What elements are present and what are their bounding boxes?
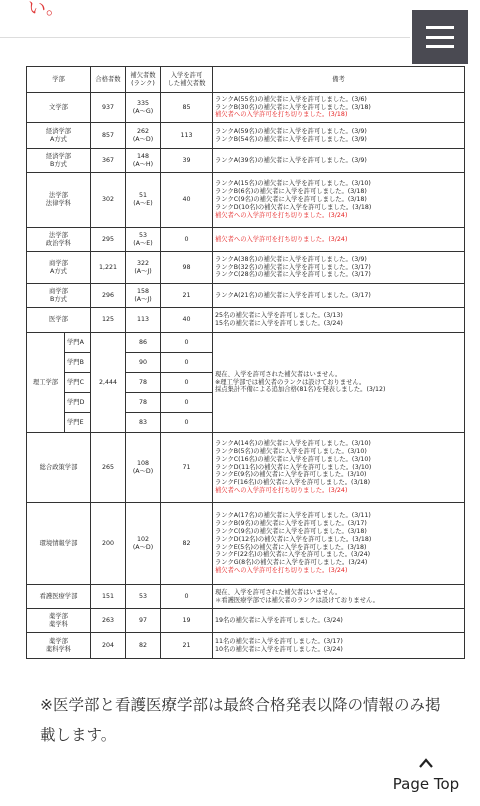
dept-cell: 経済学部 B方式 bbox=[27, 149, 91, 173]
dept-cell: 薬学部 薬科学科 bbox=[27, 633, 91, 659]
waitlist-cell: 148 (A〜H) bbox=[126, 149, 161, 173]
admitted-cell: 40 bbox=[161, 308, 213, 333]
admitted-cell: 82 bbox=[161, 503, 213, 585]
dept-cell: 薬学部 薬学科 bbox=[27, 609, 91, 633]
waitlist-cell: 108 (A〜D) bbox=[126, 433, 161, 503]
admitted-cell: 21 bbox=[161, 284, 213, 308]
admitted-cell: 19 bbox=[161, 609, 213, 633]
note-line: ランクA(38名)の補欠者に入学を許可しました。(3/9) bbox=[215, 255, 367, 263]
menu-button[interactable] bbox=[412, 10, 468, 64]
header-divider bbox=[0, 37, 410, 38]
notes-cell bbox=[213, 585, 465, 609]
notes-cell bbox=[213, 149, 465, 173]
note-line: ランクD(12名)の補欠者に入学を許可しました。(3/18) bbox=[215, 535, 372, 543]
table-row bbox=[27, 308, 465, 333]
closed-note: 補欠者への入学許可を打ち切りました。(3/24) bbox=[215, 567, 348, 575]
dept-cell: 環境情報学部 bbox=[27, 503, 91, 585]
note-line: 11名の補欠者に入学を許可しました。(3/17) bbox=[215, 637, 343, 645]
note-line: ランクA(55名)の補欠者に入学を許可しました。(3/6) bbox=[215, 95, 367, 103]
waitlist-cell: 113 bbox=[126, 308, 161, 333]
sub-dept-cell: 学門C bbox=[65, 373, 91, 393]
admitted-cell: 0 bbox=[161, 333, 213, 353]
closed-note: 補欠者への入学許可を打ち切りました。(3/24) bbox=[215, 235, 348, 243]
waitlist-cell: 78 bbox=[126, 373, 161, 393]
note-line: 19名の補欠者に入学を許可しました。(3/24) bbox=[215, 616, 343, 624]
note-line: ランクA(39名)の補欠者に入学を許可しました。(3/9) bbox=[215, 156, 367, 164]
notes-cell bbox=[213, 93, 465, 123]
table-row bbox=[27, 433, 465, 503]
admitted-cell: 39 bbox=[161, 149, 213, 173]
waitlist-cell: 335 (A〜G) bbox=[126, 93, 161, 123]
note-line: 採点集計不備による追加合格(81名)を発表しました。(3/12) bbox=[215, 386, 386, 394]
note-line: ランクA(17名)の補欠者に入学を許可しました。(3/11) bbox=[215, 512, 371, 520]
passed-cell: 857 bbox=[91, 123, 126, 149]
table-row bbox=[27, 333, 465, 353]
notes-cell bbox=[213, 228, 465, 252]
passed-cell: 1,221 bbox=[91, 252, 126, 284]
note-line: ランクA(21名)の補欠者に入学を許可しました。(3/17) bbox=[215, 291, 371, 299]
admitted-cell: 71 bbox=[161, 433, 213, 503]
waitlist-cell: 97 bbox=[126, 609, 161, 633]
passed-cell: 295 bbox=[91, 228, 126, 252]
note-line: ランクE(9名)の補欠者に入学を許可しました。(3/10) bbox=[215, 471, 367, 479]
notes-cell bbox=[213, 252, 465, 284]
note-line: ※理工学部では補欠者のランクは設けておりません。 bbox=[215, 378, 366, 386]
dept-cell: 看護医療学部 bbox=[27, 585, 91, 609]
note-line: ランクC(28名)の補欠者に入学を許可しました。(3/17) bbox=[215, 271, 371, 279]
closed-note: 補欠者への入学許可を打ち切りました。(3/24) bbox=[215, 211, 348, 219]
dept-cell: 理工学部 bbox=[27, 333, 65, 433]
note-line: 15名の補欠者に入学を許可しました。(3/24) bbox=[215, 320, 343, 327]
dept-cell: 法学部 政治学科 bbox=[27, 228, 91, 252]
sub-dept-cell: 学門A bbox=[65, 333, 91, 353]
note-line: ランクD(11名)の補欠者に入学を許可しました。(3/10) bbox=[215, 463, 372, 471]
closed-note: 補欠者への入学許可を打ち切りました。(3/18) bbox=[215, 111, 348, 119]
note-line: ランクA(59名)の補欠者に入学を許可しました。(3/9) bbox=[215, 127, 367, 135]
waitlist-cell: 102 (A〜D) bbox=[126, 503, 161, 585]
note-line: 現在、入学を許可された補欠者はいません。 bbox=[215, 588, 342, 596]
note-line: ランクF(22名)の補欠者に入学を許可しました。(3/24) bbox=[215, 551, 371, 559]
table-row bbox=[27, 93, 465, 123]
notes-cell bbox=[213, 123, 465, 149]
passed-cell: 125 bbox=[91, 308, 126, 333]
waitlist-cell: 78 bbox=[126, 393, 161, 413]
header-waitlist: 補欠者数 (ランク) bbox=[126, 67, 161, 93]
footer-note: ※医学部と看護医療学部は最終合格発表以降の情報のみ掲載します。 bbox=[40, 696, 441, 744]
table-row bbox=[27, 252, 465, 284]
passed-cell: 200 bbox=[91, 503, 126, 585]
table-row bbox=[27, 284, 465, 308]
waitlist-cell: 158 (A〜J) bbox=[126, 284, 161, 308]
note-line: ランクB(6名)の補欠者に入学を許可しました。(3/18) bbox=[215, 188, 367, 196]
dept-cell: 経済学部 A方式 bbox=[27, 123, 91, 149]
notes-cell bbox=[213, 173, 465, 228]
waitlist-cell: 53 (A〜E) bbox=[126, 228, 161, 252]
hamburger-menu-icon bbox=[426, 26, 454, 48]
results-table-wrapper bbox=[26, 66, 464, 659]
note-line: ランクC(16名)の補欠者に入学を許可しました。(3/10) bbox=[215, 455, 371, 463]
note-line: ＊看護医療学部では補欠者のランクは設けておりません。 bbox=[215, 596, 379, 604]
note-line: 25名の補欠者に入学を許可しました。(3/13) bbox=[215, 312, 343, 320]
admitted-cell: 0 bbox=[161, 228, 213, 252]
notes-cell bbox=[213, 333, 465, 433]
chevron-up-icon bbox=[384, 755, 468, 771]
note-line: ランクE(5名)の補欠者に入学を許可しました。(3/18) bbox=[215, 543, 367, 551]
waitlist-cell: 262 (A〜D) bbox=[126, 123, 161, 149]
waitlist-cell: 51 (A〜E) bbox=[126, 173, 161, 228]
header-admitted: 入学を許可 した補欠者数 bbox=[161, 67, 213, 93]
notes-cell bbox=[213, 633, 465, 659]
passed-cell: 937 bbox=[91, 93, 126, 123]
note-line: ランクF(16名)の補欠者に入学を許可しました。(3/18) bbox=[215, 479, 371, 487]
table-row bbox=[27, 609, 465, 633]
admitted-cell: 0 bbox=[161, 393, 213, 413]
note-line: 10名の補欠者に入学を許可しました。(3/24) bbox=[215, 645, 343, 653]
sub-dept-cell: 学門E bbox=[65, 413, 91, 433]
table-row bbox=[27, 503, 465, 585]
note-line: ランクA(14名)の補欠者に入学を許可しました。(3/10) bbox=[215, 439, 371, 447]
table-row bbox=[27, 633, 465, 659]
admitted-cell: 0 bbox=[161, 413, 213, 433]
results-table bbox=[26, 66, 465, 659]
notes-cell bbox=[213, 503, 465, 585]
note-line: ランクB(5名)の補欠者に入学を許可しました。(3/10) bbox=[215, 447, 367, 455]
note-line: 現在、入学を許可された補欠者はいません。 bbox=[215, 370, 342, 378]
dept-cell: 医学部 bbox=[27, 308, 91, 333]
note-line: ランクG(8名)の補欠者に入学を許可しました。(3/24) bbox=[215, 559, 368, 567]
waitlist-cell: 82 bbox=[126, 633, 161, 659]
sub-dept-cell: 学門D bbox=[65, 393, 91, 413]
admitted-cell: 0 bbox=[161, 373, 213, 393]
passed-cell: 296 bbox=[91, 284, 126, 308]
table-row bbox=[27, 228, 465, 252]
dept-cell: 商学部 B方式 bbox=[27, 284, 91, 308]
passed-cell: 151 bbox=[91, 585, 126, 609]
table-row bbox=[27, 585, 465, 609]
passed-cell: 204 bbox=[91, 633, 126, 659]
note-line: ランクB(32名)の補欠者に入学を許可しました。(3/17) bbox=[215, 263, 371, 271]
notes-cell bbox=[213, 284, 465, 308]
passed-cell: 265 bbox=[91, 433, 126, 503]
admitted-cell: 21 bbox=[161, 633, 213, 659]
admitted-cell: 0 bbox=[161, 353, 213, 373]
admitted-cell: 85 bbox=[161, 93, 213, 123]
dept-cell: 総合政策学部 bbox=[27, 433, 91, 503]
waitlist-cell: 83 bbox=[126, 413, 161, 433]
page-top-button[interactable] bbox=[384, 755, 468, 793]
note-line: ランクB(30名)の補欠者に入学を許可しました。(3/18) bbox=[215, 103, 371, 111]
dept-cell: 文学部 bbox=[27, 93, 91, 123]
passed-cell: 367 bbox=[91, 149, 126, 173]
passed-cell: 263 bbox=[91, 609, 126, 633]
table-row bbox=[27, 149, 465, 173]
note-line: ランクD(10名)の補欠者に入学を許可しました。(3/18) bbox=[215, 203, 372, 211]
passed-cell: 2,444 bbox=[91, 333, 126, 433]
header-dept: 学部 bbox=[27, 67, 91, 93]
admitted-cell: 0 bbox=[161, 585, 213, 609]
table-row bbox=[27, 123, 465, 149]
header-notes: 備考 bbox=[213, 67, 465, 93]
notes-cell bbox=[213, 308, 465, 333]
admitted-cell: 40 bbox=[161, 173, 213, 228]
waitlist-cell: 322 (A〜J) bbox=[126, 252, 161, 284]
notes-cell bbox=[213, 433, 465, 503]
page-top-label: Page Top bbox=[392, 775, 460, 793]
dept-cell: 法学部 法律学科 bbox=[27, 173, 91, 228]
admitted-cell: 113 bbox=[161, 123, 213, 149]
admitted-cell: 98 bbox=[161, 252, 213, 284]
closed-note: 補欠者への入学許可を打ち切りました。(3/24) bbox=[215, 487, 348, 495]
note-line: ランクC(9名)の補欠者に入学を許可しました。(3/18) bbox=[215, 196, 367, 204]
sub-dept-cell: 学門B bbox=[65, 353, 91, 373]
waitlist-cell: 53 bbox=[126, 585, 161, 609]
note-line: ランクC(9名)の補欠者に入学を許可しました。(3/18) bbox=[215, 527, 367, 535]
table-header-row bbox=[27, 67, 465, 93]
waitlist-cell: 90 bbox=[126, 353, 161, 373]
note-line: ランクB(54名)の補欠者に入学を許可しました。(3/9) bbox=[215, 135, 367, 143]
note-line: ランクA(15名)の補欠者に入学を許可しました。(3/10) bbox=[215, 180, 371, 188]
top-text-fragment: い。 bbox=[28, 0, 64, 19]
notes-cell bbox=[213, 609, 465, 633]
dept-cell: 商学部 A方式 bbox=[27, 252, 91, 284]
table-row bbox=[27, 173, 465, 228]
passed-cell: 302 bbox=[91, 173, 126, 228]
note-line: ランクB(9名)の補欠者に入学を許可しました。(3/17) bbox=[215, 519, 367, 527]
header-passed: 合格者数 bbox=[91, 67, 126, 93]
waitlist-cell: 86 bbox=[126, 333, 161, 353]
